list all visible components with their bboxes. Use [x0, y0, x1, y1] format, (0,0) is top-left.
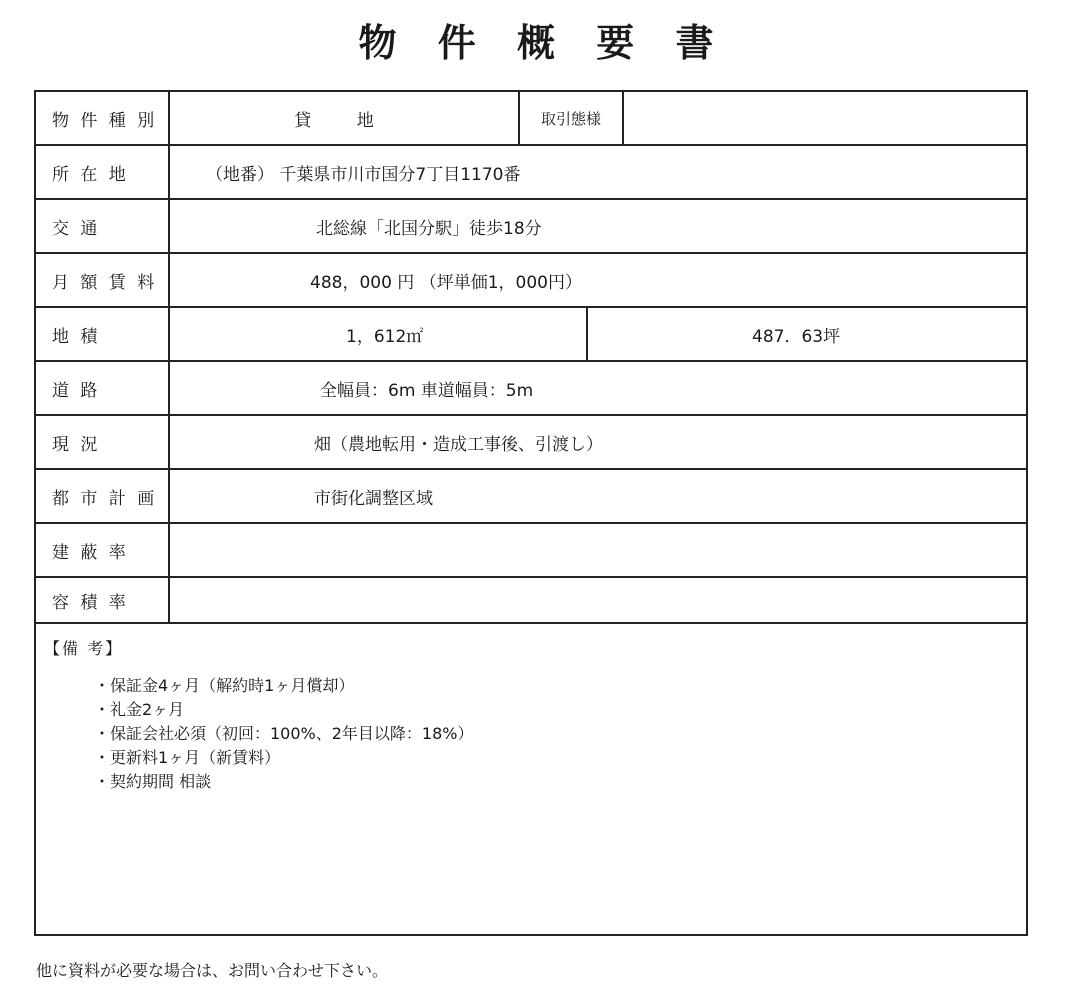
- label-building-coverage: 建 蔽 率: [36, 524, 170, 576]
- label-road: 道 路: [36, 362, 170, 414]
- row-floor-area-ratio: [36, 578, 1026, 624]
- list-item: ・保証金4ヶ月（解約時1ヶ月償却）: [94, 676, 355, 695]
- label-city-planning: 都 市 計 画: [36, 470, 170, 522]
- remarks-list: [94, 674, 474, 794]
- value-transport: 北総線「北国分駅」徒歩18分: [316, 218, 542, 239]
- value-area-tsubo: 487．63坪: [752, 326, 841, 347]
- document-title: 物 件 概 要 書: [358, 21, 728, 65]
- list-item: ・更新料1ヶ月（新賃料）: [94, 748, 281, 767]
- remarks-title: 【備 考】: [44, 639, 124, 658]
- label-property-type: 物 件 種 別: [36, 92, 170, 144]
- row-road: [36, 362, 1026, 416]
- row-current-status: [36, 416, 1026, 470]
- row-transport: [36, 200, 1026, 254]
- value-city-planning: 市街化調整区域: [314, 488, 433, 509]
- label-monthly-rent: 月 額 賃 料: [36, 254, 170, 306]
- value-current-status: 畑（農地転用・造成工事後、引渡し）: [314, 434, 603, 455]
- value-property-type: 貸 地: [170, 92, 520, 144]
- value-floor-area-ratio: [170, 578, 1026, 622]
- row-building-coverage: [36, 524, 1026, 578]
- list-item: ・礼金2ヶ月: [94, 700, 185, 719]
- value-road: 全幅員：6m 車道幅員：5m: [320, 380, 534, 401]
- value-location: （地番） 千葉県市川市国分7丁目1170番: [206, 164, 521, 185]
- remarks-section: [36, 624, 1026, 934]
- row-monthly-rent: [36, 254, 1026, 308]
- list-item: ・契約期間 相談: [94, 772, 212, 791]
- label-land-area: 地 積: [36, 308, 170, 360]
- value-monthly-rent: 488，000 円 （坪単価1，000円）: [310, 272, 582, 293]
- row-location: [36, 146, 1026, 200]
- row-land-area: [36, 308, 1026, 362]
- label-transaction-type: 取引態様: [520, 92, 624, 144]
- footer-note: 他に資料が必要な場合は、お問い合わせ下さい。: [36, 961, 389, 980]
- label-location: 所 在 地: [36, 146, 170, 198]
- label-floor-area-ratio: 容 積 率: [36, 578, 170, 622]
- value-transaction-type: [624, 92, 1026, 144]
- value-area-sqm: 1，612㎡: [170, 308, 588, 360]
- label-transport: 交 通: [36, 200, 170, 252]
- value-building-coverage: [170, 524, 1026, 576]
- row-city-planning: [36, 470, 1026, 524]
- property-summary-table: [34, 90, 1028, 936]
- row-property-type: [36, 92, 1026, 146]
- label-current-status: 現 況: [36, 416, 170, 468]
- list-item: ・保証会社必須（初回：100%、2年目以降：18%）: [94, 724, 474, 743]
